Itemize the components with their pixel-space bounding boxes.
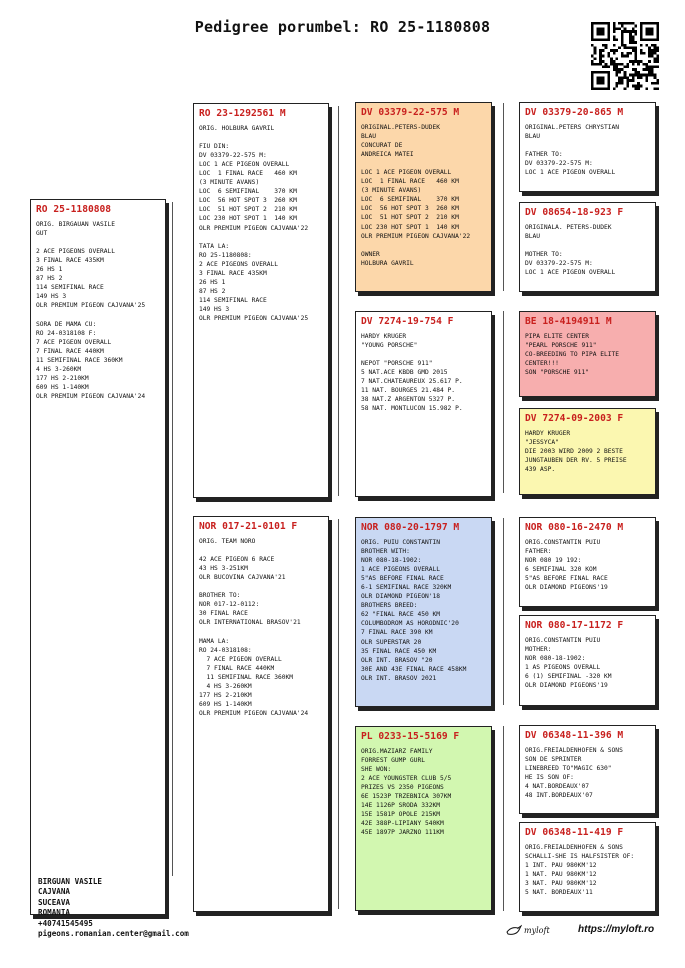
ring-number: NOR 080-20-1797 M <box>361 522 460 533</box>
connector-line <box>503 103 504 291</box>
brand-name: myloft <box>524 926 550 935</box>
card-text: PIPA ELITE CENTER "PEARL PORSCHE 911" CO-BREEDING TO PIPA ELITE CENTER!!! SON "PORSCHE 911" <box>525 333 620 377</box>
card-text: ORIGINAL.PETERS CHRYSTIAN BLAU FATHER TO: DV 03379-22-575 M: LOC 1 ACE PIGEON OVERALL <box>525 124 620 177</box>
card-text: ORIG.FREIALDENHOFEN & SONS SCHALLI-SHE IS HALFSISTER OF: 1 INT. PAU 980KM'12 1 NAT. PAU 980KM'12 3 NAT. PAU 980KM'12 5 NAT. BORDEAUX'11 <box>525 844 635 897</box>
connector-line <box>172 202 173 876</box>
ring-number: DV 06348-11-419 F <box>525 827 624 838</box>
card-text: ORIG.CONSTANTIN PUIU FATHER: NOR 080 19 192: 6 SEMIFINAL 320 KOM 5"AS BEFORE FINAL RACE OLR DIAMOND PIGEONS'19 <box>525 539 608 592</box>
ring-number: DV 06348-11-396 M <box>525 730 624 741</box>
ring-number: NOR 017-21-0101 F <box>199 521 298 532</box>
brand-url[interactable]: https://myloft.ro <box>578 924 655 935</box>
pedigree-card-sire <box>193 103 329 498</box>
ring-number: DV 08654-18-923 F <box>525 207 624 218</box>
card-text: HARDY KRUGER "JESSYCA" DIE 2003 WIRD 2009 2 BESTE JUNGTAUBEN DER RV. 5 PREISE 439 ASP. <box>525 430 627 474</box>
pedigree-card-sss <box>519 102 656 192</box>
ring-number: RO 25-1180808 <box>36 204 112 215</box>
owner-contact: BIRGUAN VASILE CAJVANA SUCEAVA ROMANIA +40741545495 pigeons.romanian.center@gmail.com <box>38 877 189 939</box>
qr-code-icon <box>591 22 659 90</box>
pedigree-card-dam-dam <box>355 726 492 911</box>
pedigree-card-sire-sire <box>355 102 492 292</box>
ring-number: PL 0233-15-5169 F <box>361 731 460 742</box>
pigeon-logo-icon <box>506 922 522 938</box>
pedigree-card-dss <box>519 517 656 607</box>
pedigree-card-sdd <box>519 408 656 495</box>
ring-number: DV 7274-19-754 F <box>361 316 454 327</box>
ring-number: NOR 080-16-2470 M <box>525 522 624 533</box>
brand-footer <box>506 922 666 942</box>
pedigree-card-sds <box>519 311 656 397</box>
card-text: ORIG. BIRGAUAN VASILE GUT 2 ACE PIGEONS OVERALL 3 FINAL RACE 435KM 26 HS 1 87 HS 2 114 SEMIFINAL RACE 149 HS 3 OLR PREMIUM PIGEON CAJVANA'25 SORA DE MAMA CU: RO 24-0318108 F: 7 ACE PIGEON OVERALL 7 FINAL RACE 440KM 11 SEMIFINAL RACE 360KM 4 HS 3-260KM 177 HS 2-210KM 609 HS 1-140KM OLR PREMIUM PIGEON CAJVANA'24 <box>36 221 146 400</box>
connector-line <box>338 106 339 496</box>
connector-line <box>503 311 504 493</box>
ring-number: RO 23-1292561 M <box>199 108 286 119</box>
page-title: Pedigree porumbel: RO 25-1180808 <box>194 18 491 36</box>
ring-number: BE 18-4194911 M <box>525 316 612 327</box>
ring-number: DV 03379-22-575 M <box>361 107 460 118</box>
pedigree-card-subject <box>30 199 166 915</box>
card-text: ORIGINAL.PETERS-DUDEK BLAU CONCURAT DE ANDREICA MATEI LOC 1 ACE PIGEON OVERALL LOC 1 FINAL RACE 460 KM (3 MINUTE AVANS) LOC 6 SEMIFINAL 370 KM LOC 56 HOT SPOT 3 260 KM LOC 51 HOT SPOT 2 210 KM LOC 230 HOT SPOT 1 140 KM OLR PREMIUM PIGEON CAJVANA'22 OWNER HOLBURA GAVRIL <box>361 124 471 267</box>
pedigree-card-dam <box>193 516 329 912</box>
card-text: HARDY KRUGER "YOUNG PORSCHE" NEPOT "PORSCHE 911" 5 NAT.ACE KBDB GMD 2015 7 NAT.CHATEAUREUX 25.617 P. 11 NAT. BOURGES 21.484 P. 38 NAT.Z ARGENTON 5327 P. 58 NAT. MONTLUCON 15.982 P. <box>361 333 463 413</box>
card-text: ORIG.CONSTANTIN PUIU MOTHER: NOR 080-18-1902: 1 AS PIGEONS OVERALL 6 (1) SEMIFINAL -320 KM OLR DIAMOND PIGEONS'19 <box>525 637 612 690</box>
ring-number: DV 03379-20-865 M <box>525 107 624 118</box>
connector-line <box>503 518 504 705</box>
ring-number: DV 7274-09-2003 F <box>525 413 624 424</box>
card-text: ORIG. PUIU CONSTANTIN BROTHER WITH: NOR 080-18-1902: 1 ACE PIGEONS OVERALL 5"AS BEFORE FINAL RACE 6-1 SEMIFINAL RACE 320KM OLR DIAMOND PIGEON'18 BROTHERS BREED: 62 "FINAL RACE 450 KM COLUMBODROM AS HORODNIC'20 7 FINAL RACE 390 KM OLR SUPERSTAR 20 35 FINAL RACE 450 KM OLR INT. BRASOV "20 30E AND 43E FINAL RACE 458KM OLR INT. BRASOV 2021 <box>361 539 467 682</box>
pedigree-card-ddd <box>519 822 656 912</box>
connector-line <box>503 726 504 911</box>
ring-number: NOR 080-17-1172 F <box>525 620 624 631</box>
pedigree-card-dam-sire <box>355 517 492 707</box>
connector-line <box>338 519 339 909</box>
card-text: ORIG.MAZIARZ FAMILY FORREST GUMP GURL SHE WON: 2 ACE YOUNGSTER CLUB 5/5 PRIZES VS 2350 PIGEONS 6E 1523P TRZEBNICA 307KM 14E 1126P SRODA 332KM 15E 1581P OPOLE 215KM 42E 388P-LIPIANY 540KM 45E 1897P JARZNO 111KM <box>361 748 452 837</box>
pedigree-card-dsd <box>519 615 656 706</box>
card-text: ORIG. TEAM NORO 42 ACE PIGEON 6 RACE 43 HS 3-251KM OLR BUCOVINA CAJVANA'21 BROTHER TO: NOR 017-12-0112: 30 FINAL RACE OLR INTERNATIONAL BRASOV'21 MAMA LA: RO 24-0318108: 7 ACE PIGEON OVERALL 7 FINAL RACE 440KM 11 SEMIFINAL RACE 360KM 4 HS 3-260KM 177 HS 2-210KM 609 HS 1-140KM OLR PREMIUM PIGEON CAJVANA'24 <box>199 538 309 717</box>
card-text: ORIG.FREIALDENHOFEN & SONS SON DE SPRINTER LINEBREED TO"MAGIC 630" HE IS SON OF: 4 NAT.BORDEAUX'07 48 INT.BORDEAUX'07 <box>525 747 623 800</box>
card-text: ORIGINALA. PETERS-DUDEK BLAU MOTHER TO: DV 03379-22-575 M: LOC 1 ACE PIGEON OVERALL <box>525 224 616 277</box>
pedigree-card-ssd <box>519 202 656 292</box>
pedigree-card-sire-dam <box>355 311 492 497</box>
card-text: ORIG. HOLBURA GAVRIL FIU DIN: DV 03379-22-575 M: LOC 1 ACE PIGEON OVERALL LOC 1 FINAL RACE 460 KM (3 MINUTE AVANS) LOC 6 SEMIFINAL 370 KM LOC 56 HOT SPOT 3 260 KM LOC 51 HOT SPOT 2 210 KM LOC 230 HOT SPOT 1 140 KM OLR PREMIUM PIGEON CAJVANA'22 TATA LA: RO 25-1180808: 2 ACE PIGEONS OVERALL 3 FINAL RACE 435KM 26 HS 1 87 HS 2 114 SEMIFINAL RACE 149 HS 3 OLR PREMIUM PIGEON CAJVANA'25 <box>199 125 309 322</box>
pedigree-card-dds <box>519 725 656 814</box>
